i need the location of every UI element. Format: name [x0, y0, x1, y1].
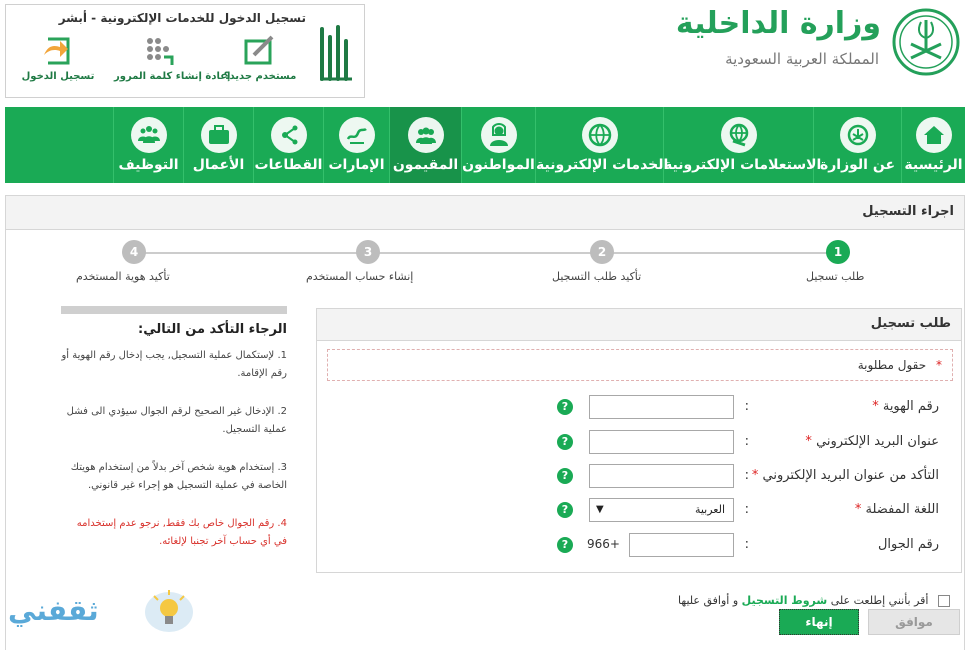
required-fields-note	[327, 349, 953, 381]
notes-title: الرجاء التأكد من التالي:	[138, 322, 287, 337]
note-item-warning: 4. رقم الجوال خاص بك فقط, نرجو عدم إستخدامه في أي حساب آخر تجنبا لإلغائه.	[76, 518, 287, 547]
field-colon: :	[744, 399, 749, 414]
terms-agreement	[678, 594, 950, 607]
confirm-email-row	[317, 464, 961, 490]
confirm-email-input[interactable]	[589, 464, 734, 488]
help-icon[interactable]: ?	[557, 468, 573, 484]
nav-item-employment[interactable]	[113, 107, 183, 183]
registration-steps	[6, 240, 964, 290]
terms-link[interactable]: شروط التسجيل	[741, 594, 828, 607]
help-icon[interactable]: ?	[557, 537, 573, 553]
step-2-dot: 2	[590, 240, 614, 264]
new-user-label: مستخدم جديد؟	[223, 71, 297, 82]
mobile-input[interactable]	[629, 533, 734, 557]
nav-item-citizens[interactable]	[461, 107, 535, 183]
ministry-title: وزارة الداخلية	[675, 6, 881, 41]
registration-form	[316, 308, 962, 573]
field-colon: :	[744, 468, 749, 483]
id-number-input[interactable]	[589, 395, 734, 419]
nav-item-eservices[interactable]	[535, 107, 669, 183]
reset-password-action[interactable]	[114, 35, 231, 95]
lightbulb-icon	[142, 586, 196, 636]
id-number-row	[317, 395, 961, 421]
nav-label-inquiries: الاستعلامات الإلكترونية	[664, 157, 822, 173]
nav-item-sectors[interactable]	[253, 107, 323, 183]
registration-panel	[5, 195, 965, 650]
absher-logo-icon[interactable]	[316, 19, 356, 85]
site-header	[0, 0, 969, 106]
nav-label-emirates: الإمارات	[328, 157, 385, 173]
citizen-icon	[481, 117, 517, 153]
ministry-logo[interactable]	[675, 4, 961, 94]
panel-title: اجراء التسجيل	[6, 196, 964, 230]
language-row	[317, 498, 961, 524]
note-item: 2. الإدخال غير الصحيح لرقم الجوال سيؤدي الى فشل عملية التسجيل.	[66, 406, 287, 435]
globe-hand-icon	[721, 117, 757, 153]
form-title: طلب تسجيل	[317, 309, 961, 341]
step-1-dot: 1	[826, 240, 850, 264]
language-label: اللغة المفضلة *	[854, 502, 939, 517]
briefcase-icon	[201, 117, 237, 153]
nav-item-home[interactable]	[901, 107, 965, 183]
required-star: *	[936, 358, 942, 372]
terms-prefix: أقر بأنني إطلعت على	[830, 594, 929, 607]
field-colon: :	[744, 434, 749, 449]
step-3-label: إنشاء حساب المستخدم	[306, 270, 414, 283]
watermark-text: ثقفني	[8, 594, 99, 627]
step-4-dot: 4	[122, 240, 146, 264]
step-1-label: طلب تسجيل	[806, 270, 865, 283]
nav-label-sectors: القطاعات	[254, 157, 323, 173]
nav-item-residents[interactable]	[389, 107, 461, 183]
help-icon[interactable]: ?	[557, 399, 573, 415]
note-item: 3. إستخدام هوية شخص آخر بدلاً من إستخدام هويتك الخاصة في عملية التسجيل هو إجراء غير قانوني.	[70, 462, 287, 491]
sectors-icon	[271, 117, 307, 153]
nav-label-eservices: الخدمات الإلكترونية	[536, 157, 669, 173]
finish-button[interactable]: إنهاء	[779, 609, 859, 635]
absher-login-box	[5, 4, 365, 98]
id-number-label: رقم الهوية *	[872, 399, 939, 414]
confirm-email-label: التأكد من عنوان البريد الإلكتروني *	[751, 468, 939, 483]
emblem-icon	[840, 117, 876, 153]
note-item: 1. لإستكمال عملية التسجيل, يجب إدخال رقم الهوية أو رقم الإقامة.	[61, 350, 287, 379]
required-note-text: حقول مطلوبة	[857, 358, 927, 372]
new-user-action[interactable]	[214, 35, 306, 95]
email-row	[317, 430, 961, 456]
email-label: عنوان البريد الإلكتروني *	[805, 434, 939, 449]
login-action[interactable]	[12, 35, 104, 95]
nav-item-inquiries[interactable]	[663, 107, 822, 183]
mobile-row	[317, 533, 961, 559]
mobile-label: رقم الجوال	[877, 537, 939, 552]
login-label: تسجيل الدخول	[21, 71, 95, 82]
instructions-notes	[61, 306, 287, 571]
terms-checkbox[interactable]	[938, 595, 950, 607]
nav-item-emirates[interactable]	[323, 107, 389, 183]
main-nav	[5, 107, 965, 183]
nav-label-residents: المقيمون	[392, 157, 459, 173]
step-3-dot: 3	[356, 240, 380, 264]
notes-divider	[61, 306, 287, 314]
nav-label-business: الأعمال	[192, 157, 245, 173]
nav-label-home: الرئيسية	[904, 157, 963, 173]
nav-label-employment: التوظيف	[118, 157, 179, 173]
employment-icon	[131, 117, 167, 153]
chevron-down-icon: ▼	[596, 504, 604, 515]
ministry-subtitle: المملكة العربية السعودية	[725, 50, 879, 68]
nav-item-about[interactable]	[813, 107, 901, 183]
home-icon	[916, 117, 952, 153]
site-watermark	[8, 586, 208, 642]
globe-icon	[582, 117, 618, 153]
email-input[interactable]	[589, 430, 734, 454]
steps-track	[136, 252, 842, 254]
nav-item-business[interactable]	[183, 107, 253, 183]
emirates-icon	[339, 117, 375, 153]
nav-label-about: عن الوزارة	[819, 157, 896, 173]
new-user-icon	[242, 35, 278, 67]
step-4-label: تأكيد هوية المستخدم	[76, 270, 170, 283]
residents-icon	[408, 117, 444, 153]
reset-password-label: إعادة إنشاء كلمة المرور	[114, 71, 231, 82]
login-arrow-icon	[40, 35, 76, 67]
saudi-emblem-icon	[891, 6, 961, 78]
step-2-label: تأكيد طلب التسجيل	[552, 270, 642, 283]
ok-button[interactable]: موافق	[868, 609, 960, 635]
keypad-icon	[142, 35, 178, 67]
field-colon: :	[744, 537, 749, 552]
absher-title: تسجيل الدخول للخدمات الإلكترونية - أبشر	[58, 11, 306, 25]
help-icon[interactable]: ?	[557, 434, 573, 450]
language-selected-value: العربية	[694, 503, 725, 516]
nav-label-citizens: المواطنون	[462, 157, 535, 173]
terms-suffix: و أوافق عليها	[678, 594, 739, 607]
language-select[interactable]	[589, 498, 734, 522]
country-code: 966+	[587, 537, 620, 551]
help-icon[interactable]: ?	[557, 502, 573, 518]
field-colon: :	[744, 502, 749, 517]
